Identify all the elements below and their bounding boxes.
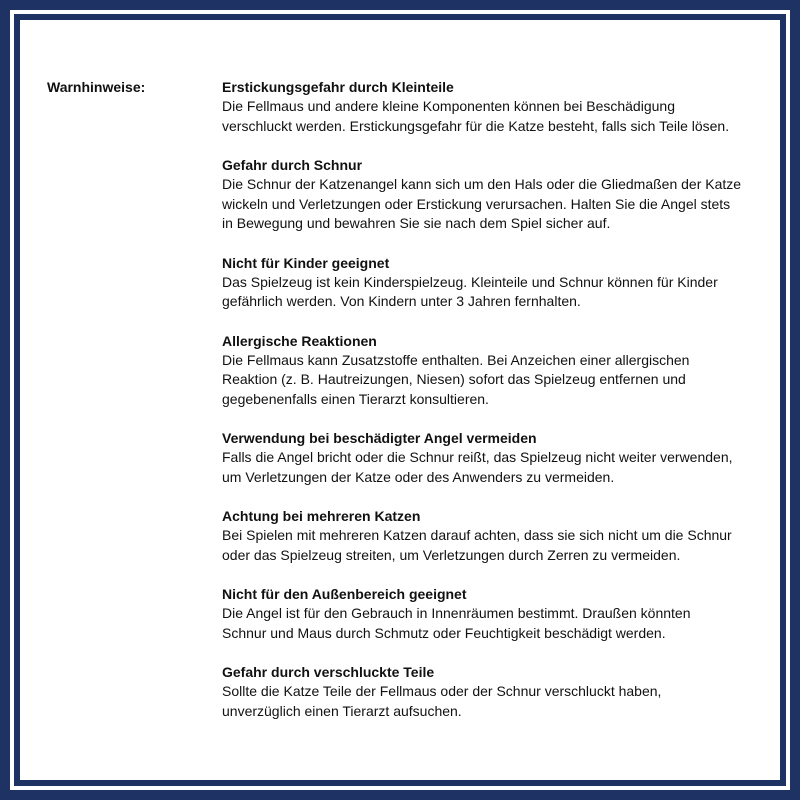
section-title: Allergische Reaktionen bbox=[222, 332, 377, 349]
warning-section-swallowed-parts bbox=[222, 662, 767, 721]
section-line: Sollte die Katze Teile der Fellmaus oder der Schnur verschluckt haben, bbox=[222, 683, 662, 699]
section-title: Nicht für den Außenbereich geeignet bbox=[222, 586, 467, 602]
section-line: Das Spielzeug ist kein Kinderspielzeug. Kleinteile und Schnur können für Kinder bbox=[222, 273, 718, 290]
section-title: Nicht für Kinder geeignet bbox=[222, 254, 390, 271]
section-line: Die Fellmaus und andere kleine Komponenten können bei Beschädigung bbox=[222, 98, 675, 114]
warnings-content bbox=[222, 77, 767, 740]
section-line: verschluckt werden. Erstickungsgefahr für die Katze besteht, falls sich Teile lösen. bbox=[222, 117, 730, 134]
section-line: oder das Spielzeug streiten, um Verletzungen durch Zerren zu vermeiden. bbox=[222, 546, 681, 563]
section-line: in Bewegung und bewahren Sie sie nach dem Spiel sicher auf. bbox=[222, 215, 611, 231]
section-line: Falls die Angel bricht oder die Schnur reißt, das Spielzeug nicht weiter verwenden, bbox=[222, 449, 733, 465]
warning-section-choking bbox=[222, 77, 767, 136]
warning-section-outdoor bbox=[222, 584, 767, 643]
section-line: Die Fellmaus kann Zusatzstoffe enthalten. Bei Anzeichen einer allergischen bbox=[222, 351, 690, 368]
warning-section-allergy bbox=[222, 331, 767, 410]
section-line: Schnur und Maus durch Schmutz oder Feuchtigkeit beschädigt werden. bbox=[222, 624, 666, 641]
section-title: Gefahr durch verschluckte Teile bbox=[222, 664, 435, 680]
warning-section-children bbox=[222, 253, 767, 312]
section-title: Achtung bei mehreren Katzen bbox=[222, 508, 421, 524]
section-line: wickeln und Verletzungen oder Erstickung verursachen. Halten Sie die Angel stets bbox=[222, 195, 731, 212]
warning-section-string bbox=[222, 155, 767, 234]
section-line: Reaktion (z. B. Hautreizungen, Niesen) sofort das Spielzeug entfernen und bbox=[222, 371, 686, 387]
section-line: gefährlich werden. Von Kindern unter 3 Jahren fernhalten. bbox=[222, 293, 581, 309]
section-title: Verwendung bei beschädigter Angel vermeiden bbox=[222, 430, 537, 446]
warnings-label: Warnhinweise: bbox=[47, 79, 146, 95]
section-line: gegebenenfalls einen Tierarzt konsultieren. bbox=[222, 390, 489, 407]
warning-section-multiple-cats bbox=[222, 506, 767, 565]
section-line: Die Schnur der Katzenangel kann sich um den Hals oder die Gliedmaßen der Katze bbox=[222, 176, 742, 192]
section-line: Bei Spielen mit mehreren Katzen darauf achten, dass sie sich nicht um die Schnur bbox=[222, 527, 732, 543]
warning-section-damaged-rod bbox=[222, 428, 767, 487]
section-title: Erstickungsgefahr durch Kleinteile bbox=[222, 79, 454, 95]
section-title: Gefahr durch Schnur bbox=[222, 157, 363, 173]
section-line: um Verletzungen der Katze oder des Anwenders zu vermeiden. bbox=[222, 468, 615, 485]
section-line: Die Angel ist für den Gebrauch in Innenräumen bestimmt. Draußen könnten bbox=[222, 605, 691, 621]
section-line: unverzüglich einen Tierarzt aufsuchen. bbox=[222, 702, 462, 719]
